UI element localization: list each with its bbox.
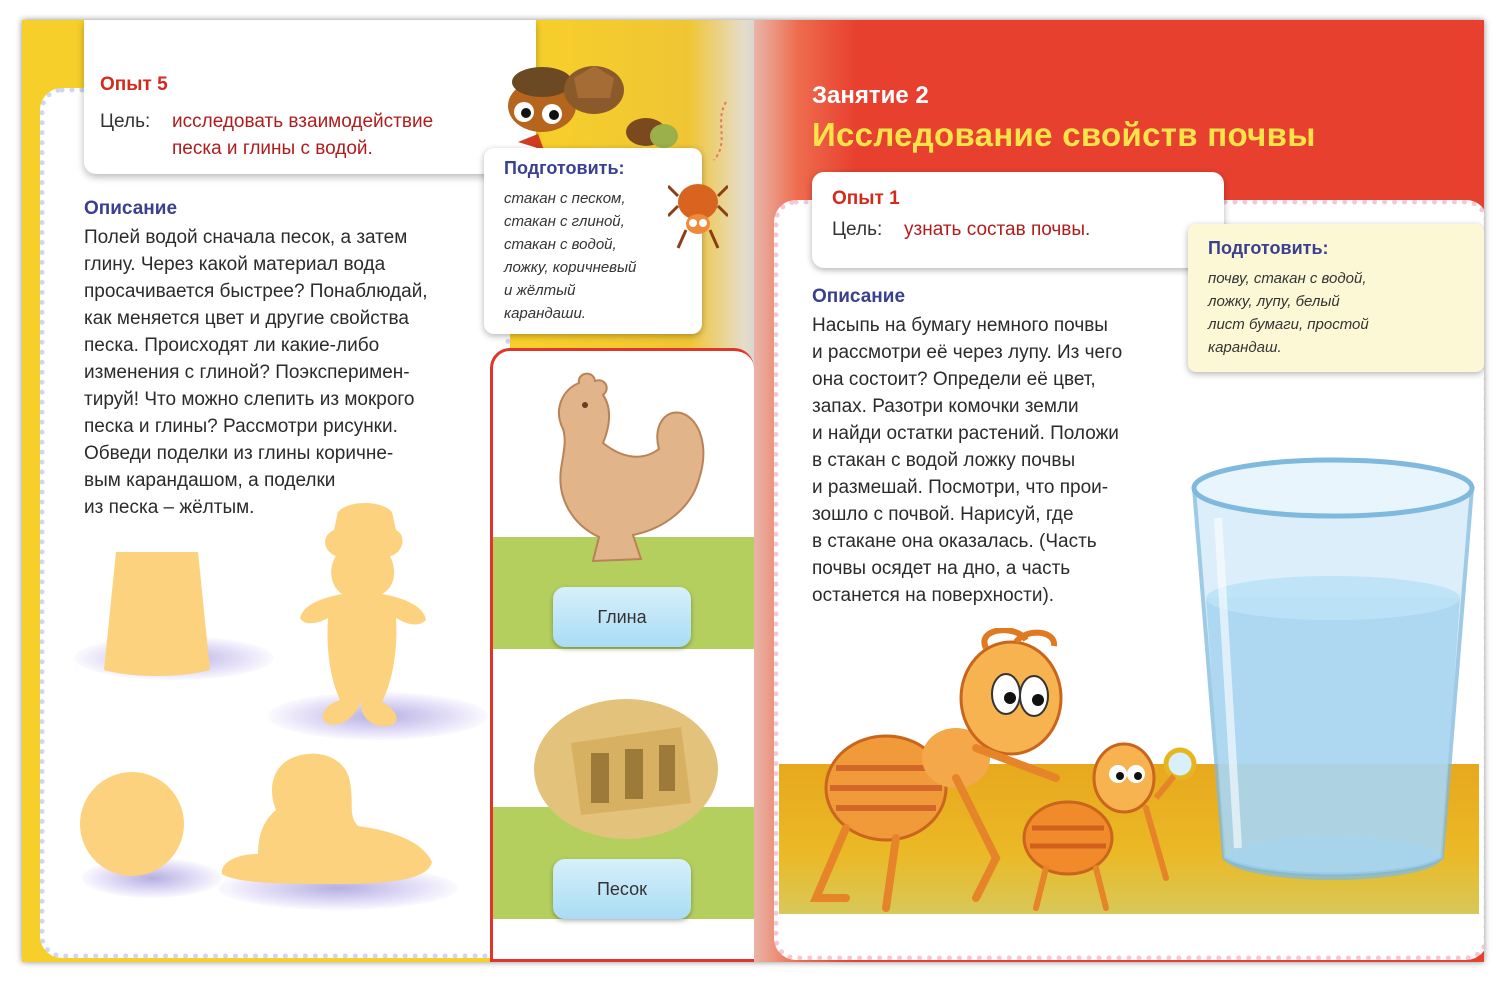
prepare-item: карандаш. bbox=[1208, 339, 1282, 356]
sand-label: Песок bbox=[553, 859, 691, 919]
description-line: и рассмотри её через лупу. Из чего bbox=[812, 342, 1123, 363]
description-title: Описание bbox=[84, 198, 178, 219]
book-spread bbox=[22, 20, 1484, 962]
prepare-item: лист бумаги, простой bbox=[1208, 316, 1369, 333]
prepare-title: Подготовить: bbox=[504, 158, 625, 178]
right-page bbox=[754, 20, 1484, 962]
sphinx-shape bbox=[218, 750, 438, 890]
goal-text bbox=[172, 108, 433, 162]
prepare-item: ложку, лупу, белый bbox=[1208, 293, 1340, 310]
figure-shape bbox=[298, 502, 428, 732]
goal-label: Цель: bbox=[100, 111, 151, 132]
prepare-item: почву, стакан с водой, bbox=[1208, 270, 1367, 287]
prepare-item: и жёлтый bbox=[504, 282, 576, 299]
lesson-label: Занятие 2 bbox=[812, 82, 929, 109]
left-page bbox=[22, 20, 754, 962]
description-line: почвы осядет на дно, а часть bbox=[812, 558, 1071, 579]
lesson-title: Исследование свойств почвы bbox=[812, 116, 1316, 153]
prepare-title: Подготовить: bbox=[1208, 238, 1329, 258]
sand-castle-photo bbox=[531, 683, 721, 843]
description-line: песка и глины? Рассмотри рисунки. bbox=[84, 416, 398, 437]
prepare-list bbox=[1208, 267, 1472, 359]
description-line: и найди остатки растений. Положи bbox=[812, 423, 1119, 444]
ants-illustration bbox=[806, 628, 1216, 918]
description-line: Насыпь на бумагу немного почвы bbox=[812, 315, 1108, 336]
description-line: в стакан с водой ложку почвы bbox=[812, 450, 1076, 471]
description-line: тируй! Что можно слепить из мокрого bbox=[84, 389, 415, 410]
prepare-item: карандаши. bbox=[504, 305, 586, 322]
experiment-goal-card bbox=[84, 20, 536, 174]
experiment-title: Опыт 1 bbox=[832, 188, 900, 209]
description-line: вым карандашом, а поделки bbox=[84, 470, 336, 491]
description-line: просачивается быстрее? Понаблюдай, bbox=[84, 281, 428, 302]
description-line: глину. Через какой материал вода bbox=[84, 254, 386, 275]
description-line: изменения с глиной? Поэксперимен- bbox=[84, 362, 410, 383]
ball-shape bbox=[80, 772, 184, 876]
description-line: как меняется цвет и другие свойства bbox=[84, 308, 409, 329]
description-text bbox=[84, 224, 484, 521]
clay-label: Глина bbox=[553, 587, 691, 647]
goal-label: Цель: bbox=[832, 219, 883, 240]
goal-text-line: песка и глины с водой. bbox=[172, 138, 373, 159]
description-line: она состоит? Определи её цвет, bbox=[812, 369, 1096, 390]
prepare-list bbox=[504, 187, 690, 325]
description-line: Полей водой сначала песок, а затем bbox=[84, 227, 408, 248]
description-line: запах. Разотри комочки земли bbox=[812, 396, 1079, 417]
description-title: Описание bbox=[812, 286, 906, 307]
bucket-shape bbox=[102, 550, 212, 680]
description-line: из песка – жёлтым. bbox=[84, 497, 255, 518]
prepare-item: ложку, коричневый bbox=[504, 259, 637, 276]
spider-illustration bbox=[668, 166, 728, 256]
prepare-item: стакан с глиной, bbox=[504, 213, 625, 230]
acorn-character-illustration bbox=[478, 42, 738, 162]
goal-text: узнать состав почвы. bbox=[904, 219, 1091, 240]
description-text bbox=[812, 312, 1192, 609]
description-line: в стакане она оказалась. (Часть bbox=[812, 531, 1097, 552]
goal-row bbox=[832, 216, 1208, 243]
description-line: зошло с почвой. Нарисуй, где bbox=[812, 504, 1074, 525]
goal-row bbox=[100, 108, 518, 162]
prepare-card bbox=[1188, 224, 1484, 372]
experiment-goal-card bbox=[812, 172, 1224, 268]
prepare-item: стакан с песком, bbox=[504, 190, 626, 207]
clay-rooster-photo bbox=[533, 369, 713, 569]
water-glass-illustration bbox=[1188, 448, 1478, 888]
photo-panel bbox=[490, 348, 754, 962]
goal-text-line: исследовать взаимодействие bbox=[172, 111, 434, 132]
description-line: останется на поверхности). bbox=[812, 585, 1055, 606]
description-line: и размешай. Посмотри, что прои- bbox=[812, 477, 1109, 498]
description-line: песка. Происходят ли какие-либо bbox=[84, 335, 380, 356]
description-line: Обведи поделки из глины коричне- bbox=[84, 443, 394, 464]
prepare-item: стакан с водой, bbox=[504, 236, 617, 253]
experiment-title: Опыт 5 bbox=[100, 74, 168, 95]
